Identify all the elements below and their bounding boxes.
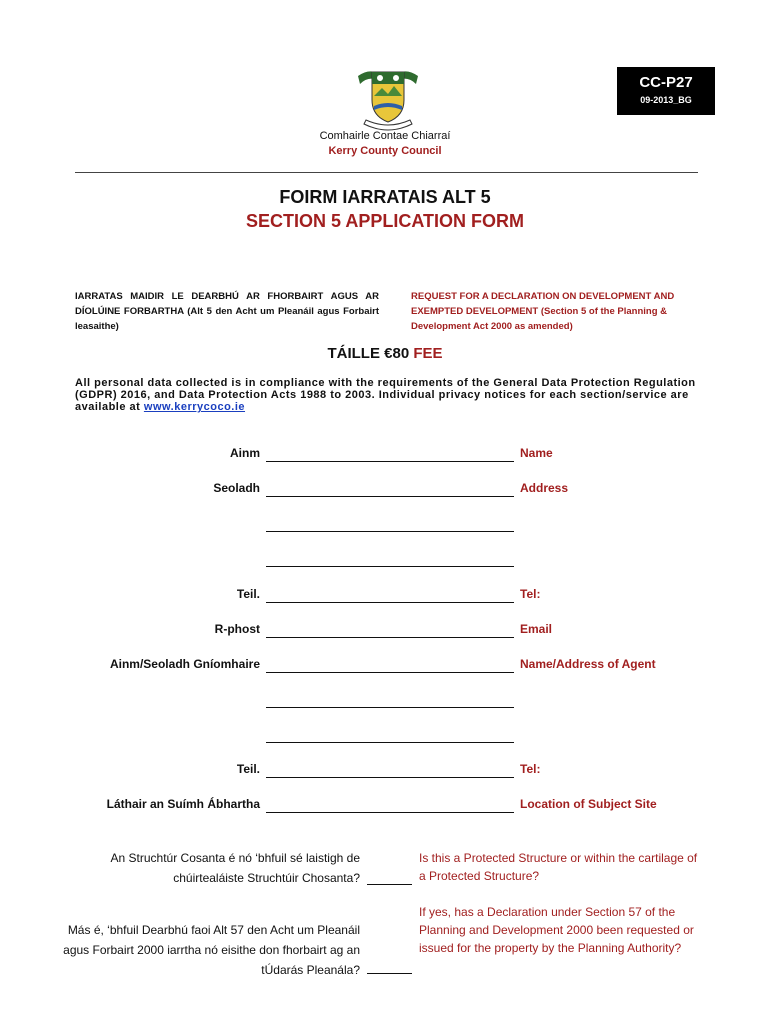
gdpr-text: All personal data collected is in compliance with the requirements of the General Data Protection Regulation (GDPR) 2016, and Data Protection Acts 1988 to 2003. Individual privacy notices for each section/service are available at [75, 377, 696, 413]
protected-structure-question-english: Is this a Protected Structure or within the cartilage of a Protected Structure? [419, 851, 698, 883]
site-label-english: Location of Subject Site [520, 797, 657, 811]
declaration-question-irish: Más é, ‘bhfuil Dearbhú faoi Alt 57 den Acht um Pleanáil agus Forbairt 2000 iarrtha nó eisithe don fhorbairt ag an tÚdarás Pleanála? [63, 923, 360, 977]
agent-field-line-1[interactable] [266, 672, 514, 673]
form-version: 09-2013_BG [640, 95, 692, 105]
protected-structure-answer[interactable] [367, 884, 412, 885]
gdpr-notice [75, 377, 703, 413]
tel-label-english: Tel: [520, 587, 541, 601]
protected-structure-question-irish: An Struchtúr Cosanta é nó ‘bhfuil sé laistigh de chúirtealáiste Struchtúir Chosanta? [110, 851, 360, 885]
email-label-irish: R-phost [214, 622, 260, 636]
site-label-irish: Láthair an Suímh Ábhartha [106, 797, 260, 811]
agent-field-line-2[interactable] [266, 707, 514, 708]
fee-english: FEE [413, 345, 443, 362]
address-field-line-3[interactable] [266, 566, 514, 567]
name-field[interactable] [266, 461, 514, 462]
council-name-english: Kerry County Council [328, 145, 442, 157]
council-name-irish: Comhairle Contae Chiarraí [319, 130, 451, 142]
form-title-irish: FOIRM IARRATAIS ALT 5 [279, 187, 491, 207]
address-label-irish: Seoladh [213, 481, 260, 495]
fee-line [0, 345, 770, 362]
declaration-answer[interactable] [367, 973, 412, 974]
header-divider [75, 172, 698, 173]
email-field[interactable] [266, 637, 514, 638]
form-title-english: SECTION 5 APPLICATION FORM [245, 211, 524, 231]
agent-label-english: Name/Address of Agent [520, 657, 656, 671]
form-code-badge [617, 67, 715, 115]
tel-field[interactable] [266, 602, 514, 603]
agent-label-irish: Ainm/Seoladh Gníomhaire [109, 657, 260, 671]
tel-label-irish: Teil. [236, 587, 260, 601]
address-field-line-2[interactable] [266, 531, 514, 532]
name-label-english: Name [520, 446, 553, 460]
request-description-english: REQUEST FOR A DECLARATION ON DEVELOPMENT AND EXEMPTED DEVELOPMENT (Section 5 of the Planning & Development Act 2000 as amended) [411, 291, 675, 332]
crest-icon [350, 66, 426, 132]
agent-tel-label-english: Tel: [520, 762, 541, 776]
declaration-question-english: If yes, has a Declaration under Section 57 of the Planning and Development 2000 been requested or issued for the property by the Planning Authority? [419, 905, 694, 955]
website-link[interactable]: www.kerrycoco.ie [143, 401, 246, 413]
agent-tel-label-irish: Teil. [236, 762, 260, 776]
form-code: CC-P27 [639, 74, 693, 91]
agent-field-line-3[interactable] [266, 742, 514, 743]
email-label-english: Email [520, 622, 553, 636]
name-label-irish: Ainm [230, 446, 260, 460]
request-description-irish: IARRATAS MAIDIR LE DEARBHÚ AR FHORBAIRT AGUS AR DÍOLÚINE FORBARTHA (Alt 5 den Acht um Pleanáil agus Forbairt leasaithe) [75, 291, 379, 332]
agent-tel-field[interactable] [266, 777, 514, 778]
address-field-line-1[interactable] [266, 496, 514, 497]
site-field[interactable] [266, 812, 514, 813]
fee-irish: TÁILLE €80 [327, 345, 410, 362]
address-label-english: Address [520, 481, 569, 495]
